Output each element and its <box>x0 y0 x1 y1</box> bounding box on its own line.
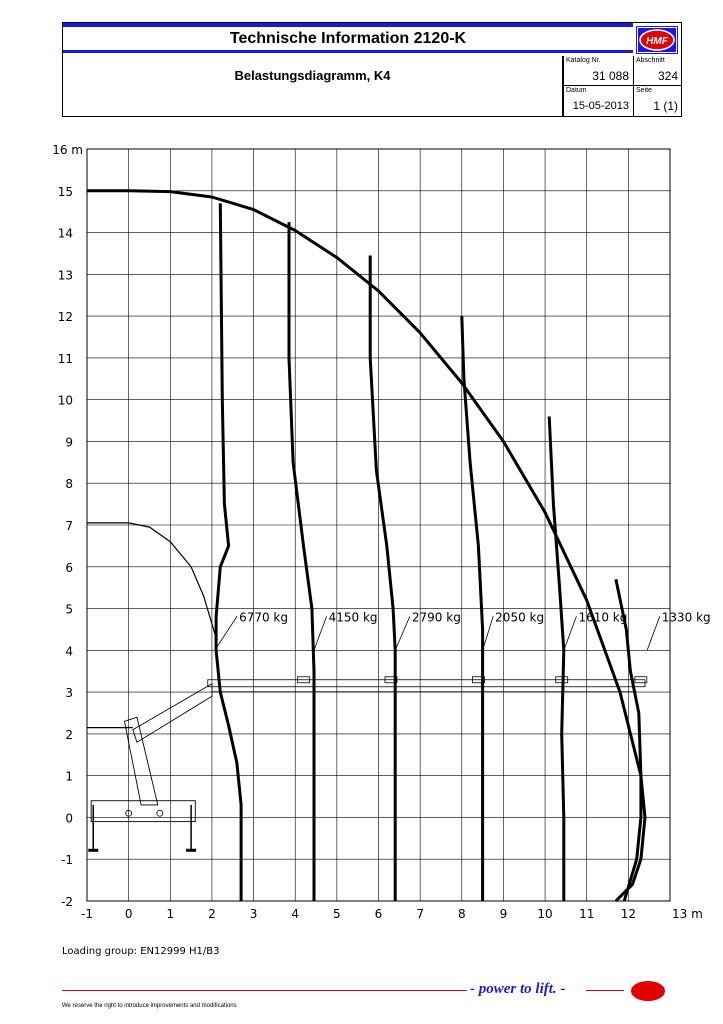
header-box <box>62 22 682 117</box>
x-tick-label: 0 <box>124 907 133 921</box>
y-tick-label: 10 <box>57 393 73 408</box>
x-tick-label: 6 <box>374 907 383 921</box>
y-tick-label: 9 <box>65 435 73 450</box>
y-tick-label: 0 <box>65 811 73 826</box>
y-unit-label: 16 m <box>52 143 83 157</box>
reach-envelope-line <box>87 191 645 901</box>
load-line <box>549 416 564 901</box>
abschnitt-label: Abschnitt <box>636 57 665 64</box>
header-divider <box>563 85 682 86</box>
reserve-notice: We reserve the right to introduce improvements and modifications <box>62 1003 237 1009</box>
datum-value: 15-05-2013 <box>572 100 629 112</box>
y-tick-label: -2 <box>61 895 73 909</box>
y-tick-label: 12 <box>57 310 73 325</box>
load-label-leader <box>395 616 410 650</box>
x-tick-label: 8 <box>457 907 466 921</box>
datum-cell <box>563 86 633 116</box>
seite-label: Seite <box>636 87 652 94</box>
slogan-text: - power to lift. - <box>470 981 566 997</box>
x-tick-label: 7 <box>416 907 424 921</box>
crane-boom <box>208 680 645 687</box>
hmf-logo-icon <box>637 27 677 53</box>
crane-inner-boom <box>133 684 212 742</box>
datum-label: Datum <box>566 87 587 94</box>
logo-text: HMF <box>646 36 668 47</box>
y-tick-label: 14 <box>57 226 73 241</box>
load-label-leader <box>314 616 327 650</box>
load-label: 2790 kg <box>411 610 461 625</box>
y-tick-label: 3 <box>65 686 73 701</box>
crane-base-bolt <box>157 810 163 816</box>
y-tick-label: 8 <box>65 477 73 492</box>
x-tick-label: 5 <box>333 907 341 921</box>
inner-limit-arc <box>87 523 216 638</box>
crane-stabilizer-foot <box>186 849 196 852</box>
katalog-label: Katalog Nr. <box>566 57 601 64</box>
crane-stabilizer-foot <box>88 849 98 852</box>
x-tick-label: 1 <box>166 907 175 921</box>
hmf-logo <box>636 26 678 54</box>
x-tick-label: 11 <box>579 907 595 921</box>
seite-value: 1 (1) <box>653 99 678 113</box>
abschnitt-value: 324 <box>657 69 678 83</box>
x-tick-label: 3 <box>249 907 258 921</box>
footer-line-left <box>62 990 467 991</box>
x-unit-label: 13 m <box>672 907 703 921</box>
loading-group-text: Loading group: EN12999 H1/B3 <box>62 946 220 957</box>
load-label: 1610 kg <box>578 610 628 625</box>
y-tick-label: 2 <box>65 727 73 742</box>
katalog-cell <box>563 56 633 86</box>
y-tick-label: 13 <box>57 268 73 283</box>
load-label: 6770 kg <box>239 610 289 625</box>
crane-base <box>91 801 195 822</box>
y-tick-label: 6 <box>65 560 73 575</box>
load-line <box>216 203 241 901</box>
x-tick-label: 4 <box>291 907 300 921</box>
document-title: Technische Information 2120-K <box>63 27 633 53</box>
y-tick-label: 15 <box>57 184 73 199</box>
load-label: 4150 kg <box>328 610 378 625</box>
footer-red-oval <box>631 981 665 1001</box>
x-tick-label: 2 <box>208 907 216 921</box>
load-label-leader <box>483 616 494 650</box>
load-label-leader <box>564 616 577 650</box>
y-tick-label: 11 <box>57 351 73 366</box>
load-diagram-chart <box>0 135 723 935</box>
y-tick-label: 7 <box>65 519 73 533</box>
document-subtitle: Belastungsdiagramm, K4 <box>63 56 563 116</box>
x-tick-label: -1 <box>81 907 93 921</box>
x-tick-label: 12 <box>620 907 636 921</box>
footer-line-right <box>586 990 624 991</box>
x-tick-label: 10 <box>537 907 553 921</box>
crane-column <box>124 717 157 805</box>
abschnitt-cell <box>633 56 682 86</box>
y-tick-label: 5 <box>65 602 73 617</box>
y-tick-label: -1 <box>61 853 73 868</box>
load-label: 1330 kg <box>661 610 711 625</box>
x-tick-label: 9 <box>499 907 508 921</box>
katalog-value: 31 088 <box>592 69 629 83</box>
seite-cell <box>633 86 682 116</box>
load-label: 2050 kg <box>495 610 545 625</box>
load-label-leader <box>647 616 660 650</box>
load-line <box>289 222 314 901</box>
load-label-leader <box>216 616 237 648</box>
y-tick-label: 4 <box>65 644 73 659</box>
y-tick-label: 1 <box>65 769 73 784</box>
load-line <box>370 256 395 902</box>
